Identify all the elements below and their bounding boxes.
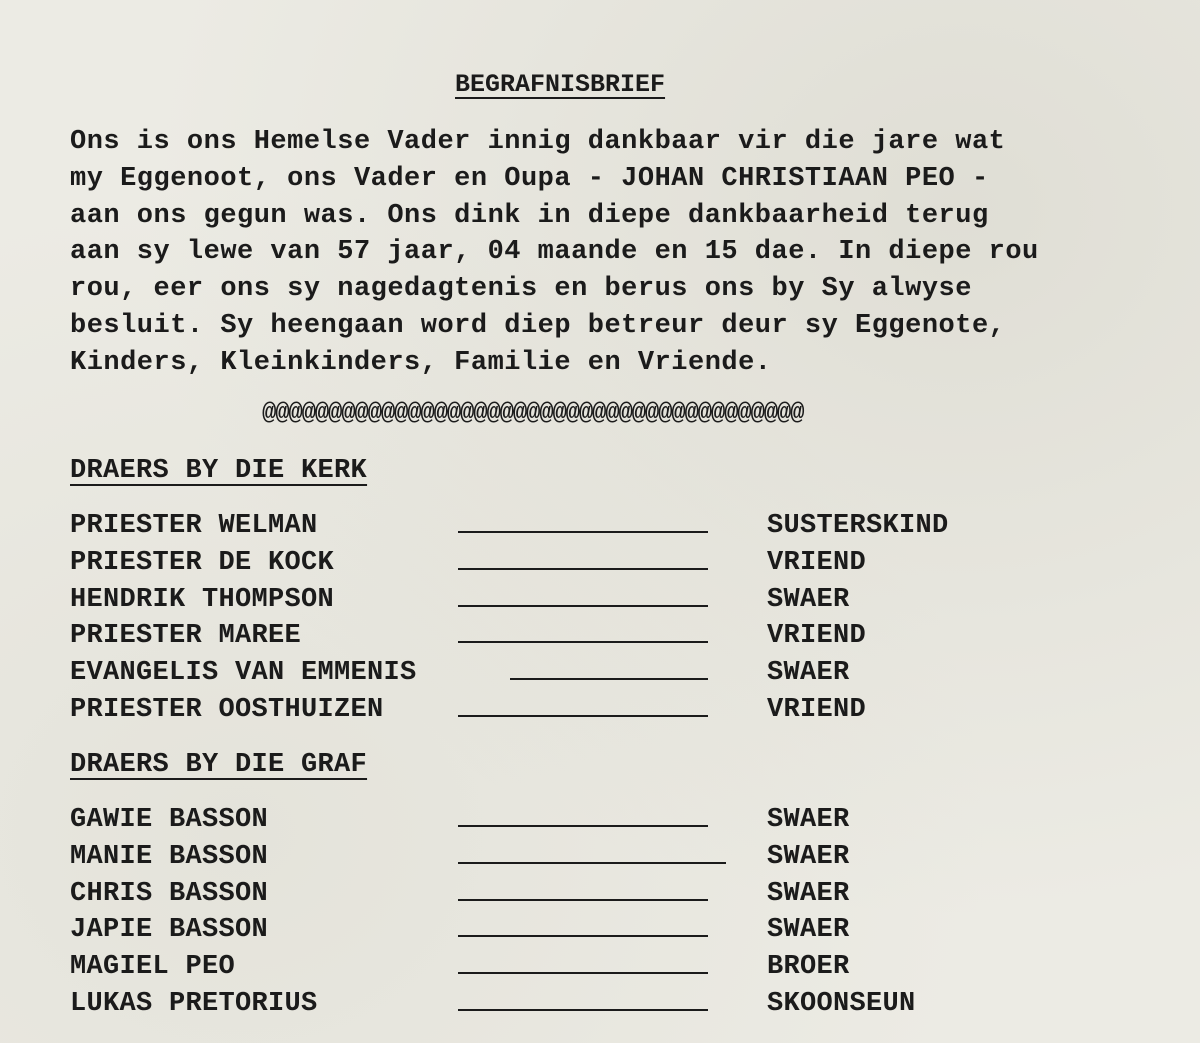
grave-bearers-list (70, 805, 1170, 1026)
bearer-row (70, 879, 1170, 916)
bearer-name: MANIE BASSON (70, 841, 269, 872)
leader-line (458, 1009, 708, 1011)
bearer-name: PRIESTER DE KOCK (70, 547, 335, 578)
bearer-name: CHRIS BASSON (70, 878, 269, 909)
bearer-relation: SWAER (767, 841, 850, 872)
paragraph-line: rou, eer ons sy nagedagtenis en berus ons by Sy alwyse (70, 274, 972, 305)
bearer-name: MAGIEL PEO (70, 952, 236, 983)
bearer-name: EVANGELIS VAN EMMENIS (70, 658, 417, 689)
leader-line (458, 862, 726, 864)
bearer-row (70, 989, 1170, 1026)
bearer-relation: SKOONSEUN (767, 988, 916, 1019)
bearer-name: JAPIE BASSON (70, 915, 269, 946)
paragraph-line: besluit. Sy heengaan word diep betreur deur sy Eggenote, (70, 310, 1006, 341)
bearer-relation: SWAER (767, 915, 850, 946)
bearer-name: LUKAS PRETORIUS (70, 988, 318, 1019)
leader-line (458, 531, 708, 533)
bearer-relation: VRIEND (767, 621, 867, 652)
obituary-paragraph (70, 124, 1200, 382)
bearer-row (70, 915, 1170, 952)
leader-line (458, 935, 708, 937)
leader-line (458, 605, 708, 607)
leader-line (458, 899, 708, 901)
bearer-relation: BROER (767, 952, 850, 983)
leader-line (458, 715, 708, 717)
bearer-relation: SWAER (767, 878, 850, 909)
bearer-row (70, 585, 1170, 622)
paragraph-line: aan ons gegun was. Ons dink in diepe dankbaarheid terug (70, 200, 989, 231)
leader-line (458, 972, 708, 974)
bearer-relation: SWAER (767, 805, 850, 835)
bearer-name: HENDRIK THOMPSON (70, 584, 335, 615)
leader-line (458, 825, 708, 827)
bearer-row (70, 511, 1170, 548)
grave-bearers-heading: DRAERS BY DIE GRAF (70, 750, 368, 780)
bearer-row (70, 658, 1170, 695)
church-bearers-heading: DRAERS BY DIE KERK (70, 456, 368, 486)
bearer-row (70, 695, 1170, 732)
paragraph-line: Ons is ons Hemelse Vader innig dankbaar vir die jare wat (70, 127, 1006, 157)
bearer-relation: VRIEND (767, 547, 867, 578)
bearer-row (70, 621, 1170, 658)
paragraph-line: my Eggenoot, ons Vader en Oupa - JOHAN CHRISTIAAN PEO - (70, 163, 989, 194)
leader-line (510, 678, 708, 680)
bearer-row (70, 805, 1170, 842)
bearer-row (70, 952, 1170, 989)
bearer-relation: VRIEND (767, 694, 867, 725)
paragraph-line: aan sy lewe van 57 jaar, 04 maande en 15 dae. In diepe rou (70, 237, 1039, 268)
bearer-name: PRIESTER MAREE (70, 621, 302, 652)
ornamental-divider: @@@@@@@@@@@@@@@@@@@@@@@@@@@@@@@@@@@@@@@@@ (262, 400, 804, 427)
bearer-row (70, 548, 1170, 585)
leader-line (458, 568, 708, 570)
bearer-name: PRIESTER WELMAN (70, 511, 318, 541)
bearer-row (70, 842, 1170, 879)
paragraph-line: Kinders, Kleinkinders, Familie en Vriende. (70, 347, 772, 378)
church-bearers-list (70, 511, 1170, 732)
bearer-name: PRIESTER OOSTHUIZEN (70, 694, 384, 725)
bearer-name: GAWIE BASSON (70, 805, 269, 835)
bearer-relation: SUSTERSKIND (767, 511, 949, 541)
bearer-relation: SWAER (767, 658, 850, 689)
document-title: BEGRAFNISBRIEF (455, 70, 666, 99)
leader-line (458, 641, 708, 643)
bearer-relation: SWAER (767, 584, 850, 615)
